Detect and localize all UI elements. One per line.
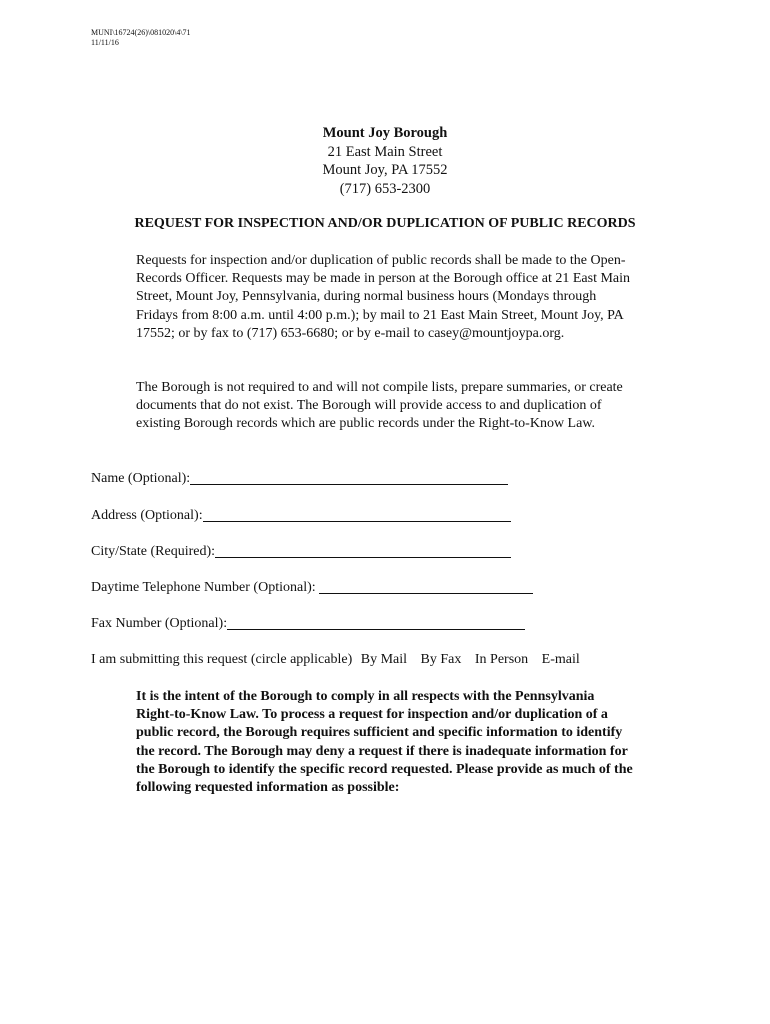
option-by-fax[interactable]: By Fax	[420, 652, 462, 667]
daytime-phone-label: Daytime Telephone Number (Optional):	[91, 580, 320, 595]
phone-number: (717) 653-2300	[339, 180, 431, 197]
daytime-phone-blank[interactable]	[319, 580, 533, 594]
document-date: 11/11/16	[91, 38, 119, 47]
name-label: Name (Optional):	[91, 471, 191, 486]
fax-blank[interactable]	[227, 616, 525, 630]
fax-label: Fax Number (Optional):	[91, 616, 228, 631]
request-instructions: Requests for inspection and/or duplication of public records shall be made to the Open-Records Officer. Requests may be made in person at the Borough office at 21 East Main Street, Mount Joy, Pennsylvania, during normal business hours (Mondays through Fridays from 8:00 a.m. until 4:00 p.m.); by mail to 21 East Main Street, Mount Joy, PA 17552; or by fax to (717) 653-6680; or by e-mail to casey@mountjoypa.org.	[136, 253, 631, 341]
city-address: Mount Joy, PA 17552	[322, 162, 448, 178]
name-field[interactable]	[91, 470, 508, 488]
option-in-person[interactable]: In Person	[474, 652, 529, 667]
form-title: REQUEST FOR INSPECTION AND/OR DUPLICATION OF PUBLIC RECORDS	[134, 216, 636, 231]
submission-method	[91, 651, 580, 669]
borough-policy: The Borough is not required to and will not compile lists, prepare summaries, or create documents that do not exist. The Borough will provide access to and duplication of existing Borough records which are public records under the Right-to-Know Law.	[136, 380, 623, 432]
street-address: 21 East Main Street	[327, 143, 443, 160]
address-field[interactable]	[91, 507, 511, 525]
option-by-mail[interactable]: By Mail	[360, 652, 408, 667]
city-state-blank[interactable]	[215, 544, 511, 558]
letterhead	[0, 124, 770, 198]
fax-field[interactable]	[91, 615, 525, 633]
document-id	[91, 28, 191, 48]
option-email[interactable]: E-mail	[541, 652, 580, 667]
document-id-code: MUNI\16724(26)\081020\4\71	[91, 28, 191, 37]
intent-statement: It is the intent of the Borough to comply in all respects with the Pennsylvania Right-to-Know Law. To process a request for inspection and/or duplication of a public record, the Borough requires sufficient and specific information to identify the record. The Borough may deny a request if there is inadequate information for the Borough to identify the specific record requested. Please provide as much of the following requested information as possible:	[136, 689, 633, 796]
address-label: Address (Optional):	[91, 508, 203, 523]
organization-name: Mount Joy Borough	[322, 125, 448, 141]
name-blank[interactable]	[190, 471, 508, 485]
city-state-field[interactable]	[91, 543, 511, 561]
submission-label: I am submitting this request (circle applicable)	[91, 652, 353, 667]
city-state-label: City/State (Required):	[91, 544, 216, 559]
daytime-phone-field[interactable]	[91, 579, 533, 597]
address-blank[interactable]	[203, 508, 511, 522]
